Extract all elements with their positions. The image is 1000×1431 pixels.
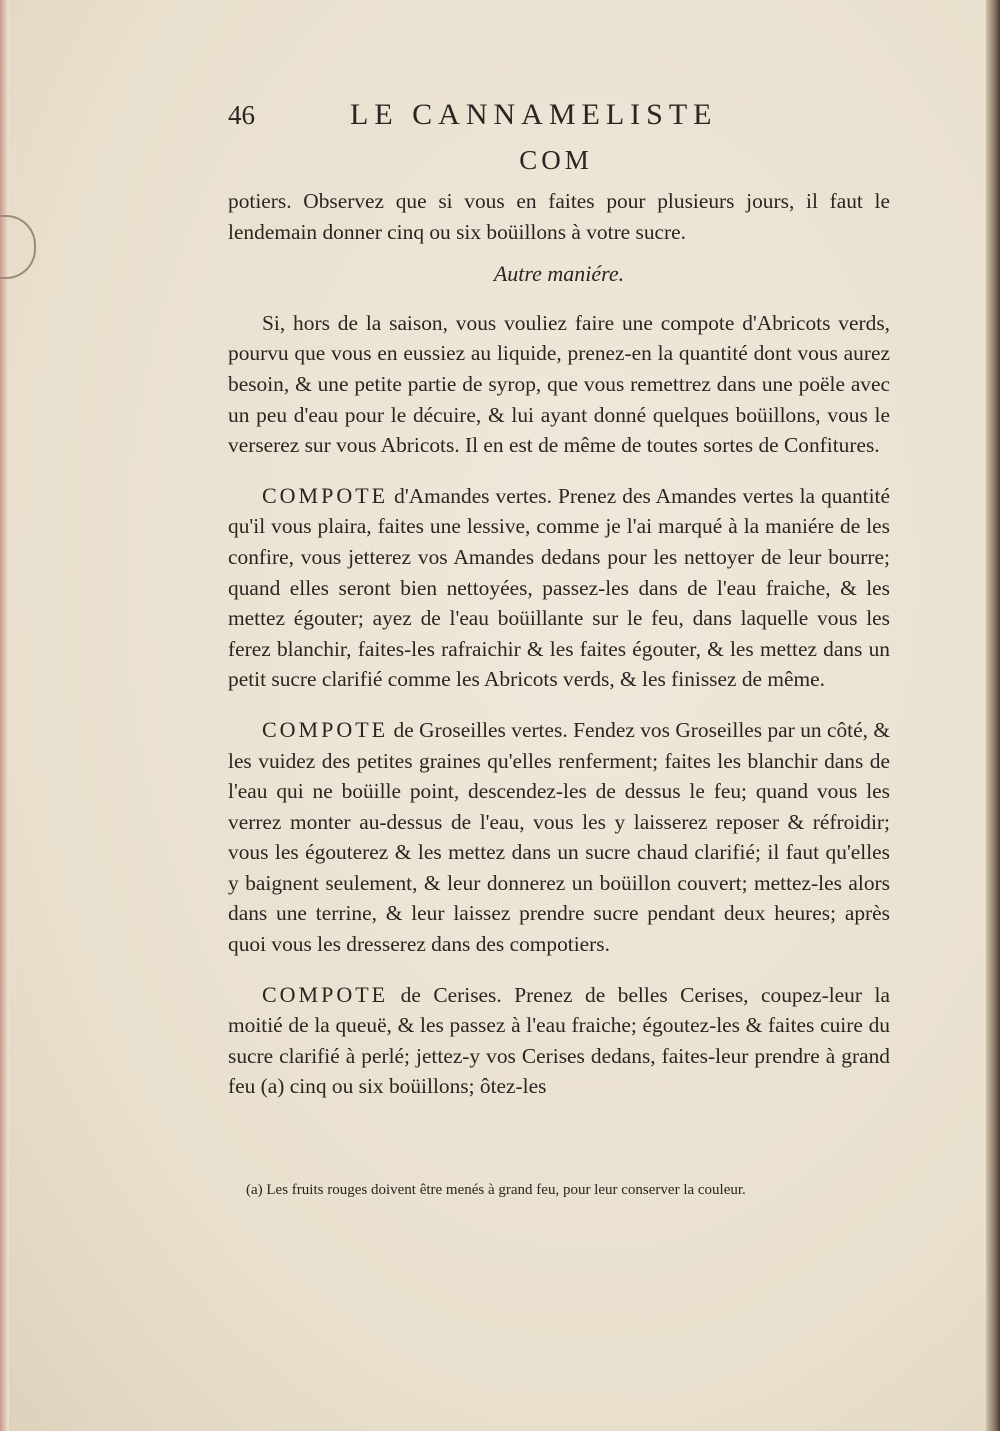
footnote: (a) Les fruits rouges doivent être menés à grand feu, pour leur conserver la couleur. <box>246 1182 746 1198</box>
paragraph-text: d'Amandes vertes. Prenez des Amandes vertes la quantité qu'il vous plaira, faites une lessive, comme je l'ai marqué à la maniére de les confire, vous jetterez vos Amandes dedans pour les nettoyer de leur bourre; quand elles seront bien nettoyées, passez-les dans de l'eau fraiche, & les mettez égouter; ayez de l'eau boüillante sur le feu, dans laquelle vous les ferez blanchir, faites-les rafraichir & les faites égouter, & les mettez dans un petit sucre clarifié comme les Abricots verds, & les finissez de même. <box>228 483 890 692</box>
body-text <box>228 186 890 1102</box>
paragraph-lead: COMPOTE <box>262 981 389 1007</box>
paragraph-lead: COMPOTE <box>262 716 389 742</box>
paragraph-text: Si, hors de la saison, vous vouliez faire une compote d'Abricots verds, pourvu que vous en eussiez au liquide, prenez-en la quantité dont vous aurez besoin, & une petite partie de syrop, que vous remettrez dans une poële avec un peu d'eau pour le décuire, & lui ayant donné quelques boüillons, vous le verserez sur vous Abricots. Il en est de même de toutes sortes de Confitures. <box>228 310 890 458</box>
section-catchword: COM <box>519 145 593 175</box>
page-tab-marker <box>0 215 36 279</box>
page-number: 46 <box>228 100 255 130</box>
paragraph-compote-amandes <box>228 481 890 695</box>
page-header <box>228 98 888 142</box>
paragraph-lead: COMPOTE <box>262 482 389 508</box>
paragraph-autre-maniere <box>228 308 890 461</box>
paragraph-text: de Groseilles vertes. Fendez vos Groseilles par un côté, & les vuidez des petites graines qu'elles renferment; faites les blanchir dans de l'eau qui ne boüille point, descendez-les de dessus le feu; quand vous les verrez monter au-dessus de l'eau, vous les y laisserez reposer & réfroidir; vous les égouterez & les mettez dans un sucre chaud clarifié; il faut qu'elles y baignent seulement, & leur donnerez un boüillon couvert; mettez-les alors dans une terrine, & leur laissez prendre sucre pendant deux heures; après quoi vous les dresserez dans des compotiers. <box>228 717 890 957</box>
subheading: Autre maniére. <box>493 261 625 287</box>
paragraph-text: potiers. Observez que si vous en faites pour plusieurs jours, il faut le lendemain donner cinq ou six boüillons à votre sucre. <box>228 189 890 244</box>
paragraph-continuation <box>228 186 890 247</box>
paragraph-compote-cerises <box>228 980 890 1102</box>
running-title: LE CANNAMELISTE <box>350 98 718 131</box>
paragraph-text: de Cerises. Prenez de belles Cerises, coupez-leur la moitié de la queuë, & les passez à l'eau fraiche; égoutez-les & faites cuire du sucre clarifié à perlé; jettez-y vos Cerises dedans, faites-leur prendre à grand feu (a) cinq ou six boüillons; ôtez-les <box>228 982 890 1099</box>
paragraph-compote-groseilles <box>228 715 890 960</box>
page-edge-shadow <box>986 0 1000 1431</box>
